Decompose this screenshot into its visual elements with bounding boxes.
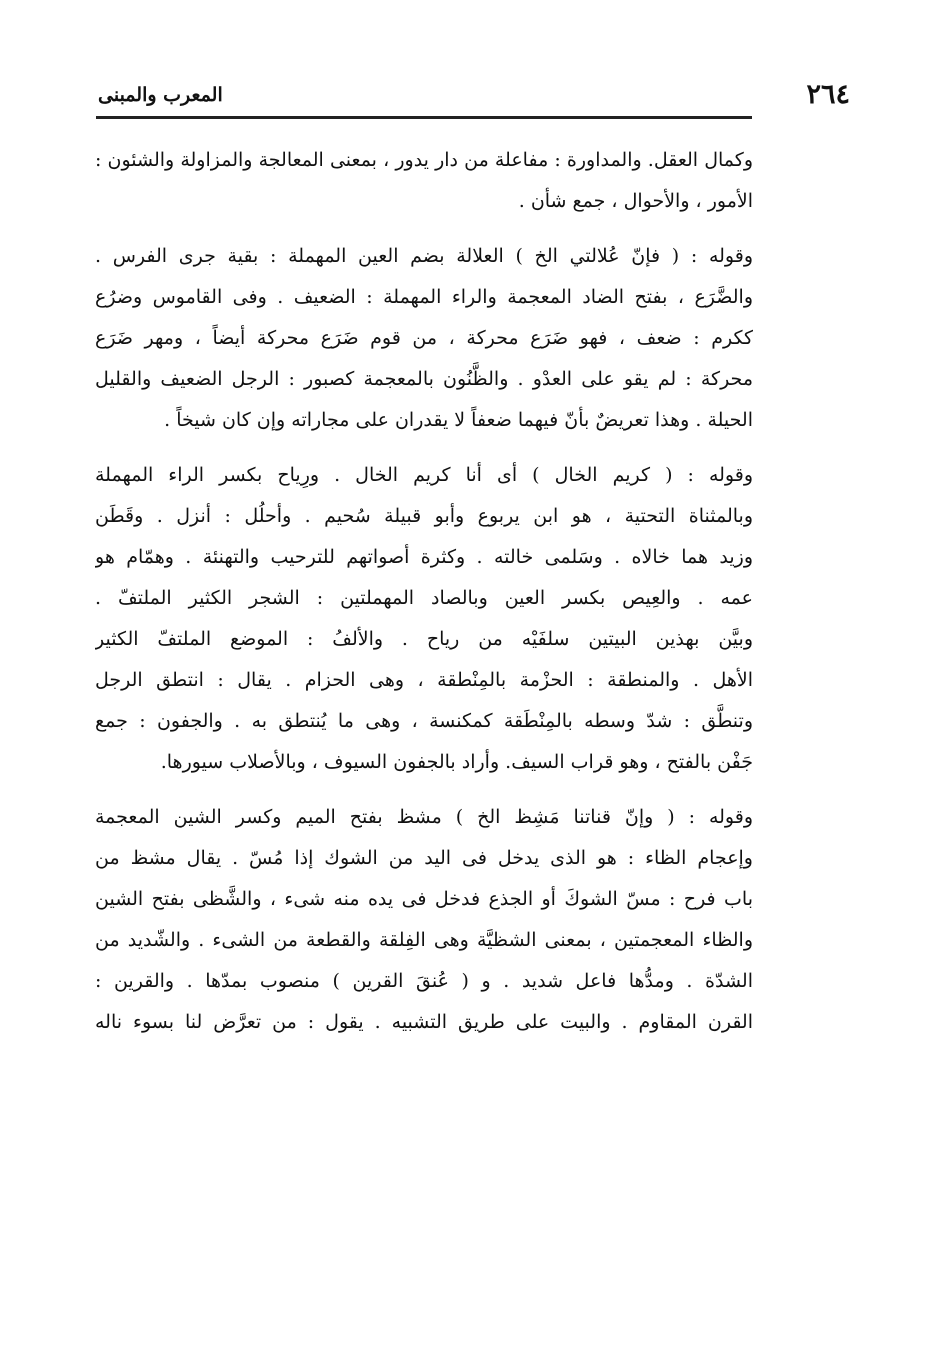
- text-line: وبيَّن بهذين البيتين سلفَيْه من رياح . والألفُ : الموضع الملتفّ الكثير: [95, 628, 753, 650]
- paragraph: [95, 455, 753, 783]
- text-line: وقوله : ( كريم الخال ) أى أنا كريم الخال . ورِياح بكسر الراء المهملة: [95, 464, 753, 486]
- page-number: ٢٦٤: [806, 79, 850, 110]
- running-title: المعرب والمبنى: [98, 84, 223, 106]
- text-line: وقوله : ( فإنّ عُلالتي الخ ) العلالة بضم العين المهملة : بقية جرى الفرس .: [95, 245, 753, 267]
- text-line: وزيد هما خالاه . وسَلمى خالته . وكثرة أصواتهم للترحيب والتهنئة . وهمّام هو: [95, 546, 753, 568]
- text-line: جَفْن بالفتح ، وهو قراب السيف. وأراد بالجفون السيوف ، وبالأصلاب سيورها.: [160, 751, 753, 773]
- text-line: الأهل . والمنطقة : الحزْمة بالمِنْطقة ، وهى الحزام . يقال : انتطق الرجل: [95, 669, 753, 691]
- text-line: وقوله : ( وإنّ قناتنا مَشِظ الخ ) مشظ بفتح الميم وكسر الشين المعجمة: [95, 806, 753, 828]
- text-line: الشدّة . ومدُّها فاعل شديد . و ( عُنقَ القرين ) منصوب بمدّها . والقرين :: [95, 970, 753, 992]
- text-line: وإعجام الظاء : هو الذى يدخل فى اليد من الشوك إذا مُسّ . يقال مشظ من: [95, 847, 753, 869]
- text-line: القرن المقاوم . والبيت على طريق التشبيه . يقول : من تعرَّض لنا بسوء ناله: [95, 1011, 753, 1033]
- text-line: والضَّرَع ، بفتح الضاد المعجمة والراء المهملة : الضعيف . وفى القاموس وضرُع: [95, 286, 753, 308]
- page-header: [98, 78, 850, 112]
- text-line: عمه . والعِيص بكسر العين وبالصاد المهملتين : الشجر الكثير الملتفّ .: [95, 587, 753, 609]
- text-line: ككرم : ضعف ، فهو ضَرَع محركة ، من قوم ضَرَع محركة أيضاً ، ومهر ضَرَع: [95, 327, 753, 349]
- paragraph: [95, 140, 753, 222]
- paragraph: [95, 236, 753, 441]
- paragraph: [95, 797, 753, 1043]
- text-line: باب فرح : مسّ الشوكَ أو الجذع فدخل فى يده منه شىء ، والشَّظى بفتح الشين: [95, 888, 753, 910]
- text-line: والظاء المعجمتين ، بمعنى الشظيَّة وهى الفِلقة والقطعة من الشىء . والشّديد من: [95, 929, 753, 951]
- text-line: وبالمثناة التحتية ، هو ابن يربوع وأبو قبيلة سُحيم . وأحلُل : أنزل . وقَطَن: [95, 505, 753, 527]
- text-line: وتنطَّق : شدّ وسطه بالمِنْطَقة كمكنسة ، وهى ما يُنتطق به . والجفون : جمع: [95, 710, 753, 732]
- header-rule: [96, 116, 752, 119]
- text-line: وكمال العقل. والمداورة : مفاعلة من دار يدور ، بمعنى المعالجة والمزاولة والشئون :: [95, 149, 753, 171]
- text-line: الأمور ، والأحوال ، جمع شأن .: [518, 190, 753, 212]
- body-text: [95, 140, 753, 1043]
- text-line: الحيلة . وهذا تعريضٌ بأنّ فيهما ضعفاً لا يقدران على مجاراته وإن كان شيخاً .: [164, 409, 753, 431]
- text-line: محركة : لم يقو على العدْو . والظَّنُون بالمعجمة كصبور : الرجل الضعيف والقليل: [95, 368, 753, 390]
